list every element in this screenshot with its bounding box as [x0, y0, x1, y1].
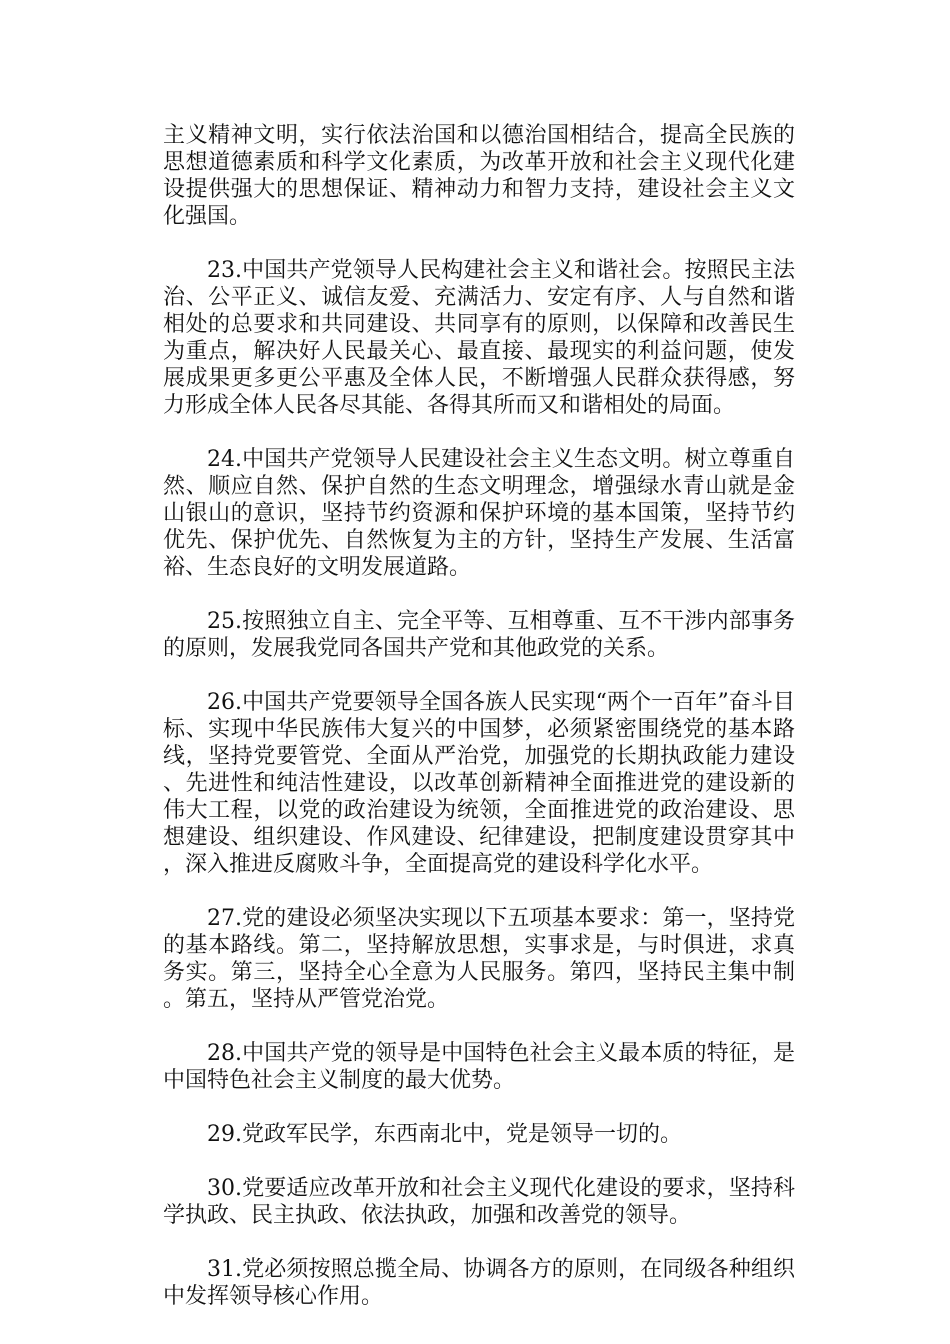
document-body: [163, 122, 795, 1337]
paragraph-intro: 主义精神文明，实行依法治国和以德治国相结合，提高全民族的思想道德素质和科学文化素质，为改革开放和社会主义现代化建设提供强大的思想保证、精神动力和智力支持，建设社会主义文化强国。: [163, 123, 795, 229]
paragraph-29: 29.党政军民学，东西南北中，党是领导一切的。: [207, 1122, 682, 1147]
paragraph-25: 25.按照独立自主、完全平等、互相尊重、互不干涉内部事务的原则，发展我党同各国共产党和其他政党的关系。: [163, 609, 795, 661]
paragraph-31: 31.党必须按照总揽全局、协调各方的原则，在同级各种组织中发挥领导核心作用。: [163, 1257, 795, 1309]
paragraph-23: 23.中国共产党领导人民构建社会主义和谐社会。按照民主法治、公平正义、诚信友爱、充满活力、安定有序、人与自然和谐相处的总要求和共同建设、共同享有的原则，以保障和改善民生为重点，解决好人民最关心、最直接、最现实的利益问题，使发展成果更多更公平惠及全体人民，不断增强人民群众获得感，努力形成全体人民各尽其能、各得其所而又和谐相处的局面。: [163, 258, 795, 418]
paragraph-26: 26.中国共产党要领导全国各族人民实现“两个一百年”奋斗目标、实现中华民族伟大复兴的中国梦，必须紧密围绕党的基本路线，坚持党要管党、全面从严治党，加强党的长期执政能力建设、先进性和纯洁性建设，以改革创新精神全面推进党的建设新的伟大工程，以党的政治建设为统领，全面推进党的政治建设、思想建设、组织建设、作风建设、纪律建设，把制度建设贯穿其中，深入推进反腐败斗争，全面提高党的建设科学化水平。: [163, 690, 795, 877]
paragraph-28: 28.中国共产党的领导是中国特色社会主义最本质的特征，是中国特色社会主义制度的最大优势。: [163, 1041, 795, 1093]
paragraph-24: 24.中国共产党领导人民建设社会主义生态文明。树立尊重自然、顺应自然、保护自然的生态文明理念，增强绿水青山就是金山银山的意识，坚持节约资源和保护环境的基本国策，坚持节约优先、保护优先、自然恢复为主的方针，坚持生产发展、生活富裕、生态良好的文明发展道路。: [163, 447, 795, 580]
paragraph-30: 30.党要适应改革开放和社会主义现代化建设的要求，坚持科学执政、民主执政、依法执政，加强和改善党的领导。: [163, 1176, 795, 1228]
paragraph-27: 27.党的建设必须坚决实现以下五项基本要求：第一，坚持党的基本路线。第二，坚持解放思想，实事求是，与时俱进，求真务实。第三，坚持全心全意为人民服务。第四，坚持民主集中制。第五，坚持从严管党治党。: [163, 906, 795, 1012]
